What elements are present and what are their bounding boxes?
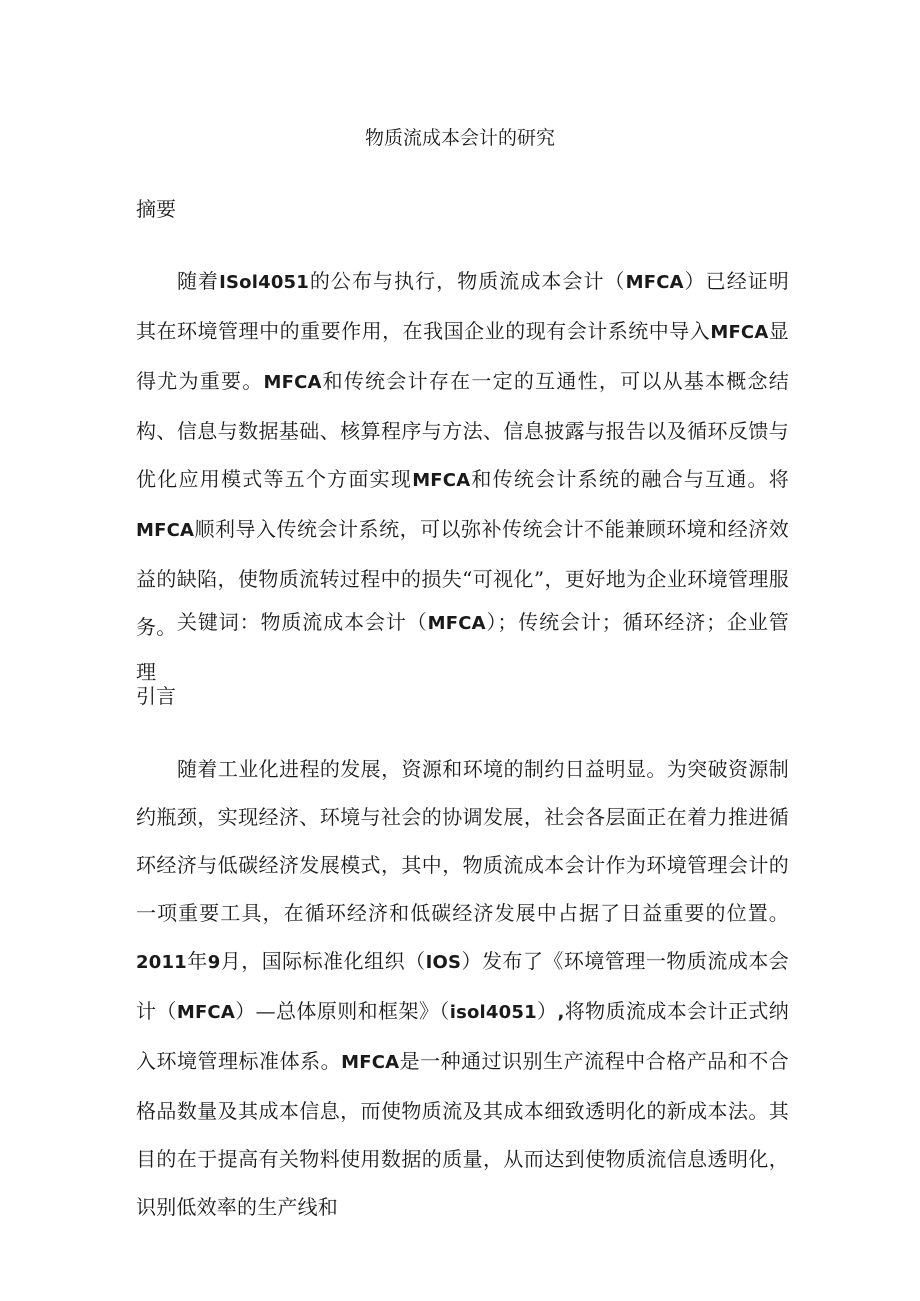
- abstract-heading: 摘要: [136, 197, 176, 221]
- keywords-line: 关键词：物质流成本会计（MFCA）；传统会计；循环经济；企业管理: [136, 610, 790, 684]
- inline-bold-term: 9: [207, 952, 221, 973]
- inline-bold-term: ISol4051: [219, 272, 310, 293]
- abstract-paragraph: 随着ISol4051的公布与执行，物质流成本会计（MFCA）已经证明其在环境管理中的重要作用，在我国企业的现有会计系统中导入MFCA显得尤为重要。MFCA和传统会计存在一定的互通性，可以从基本概念结构、信息与数据基础、核算程序与方法、信息披露与报告以及循环反馈与优化应用模式等五个方面实现MFCA和传统会计系统的融合与互通。将MFCA顺利导入传统会计系统，可以弥补传统会计不能兼顾环境和经济效益的缺陷，使物质流转过程中的损失“可视化”，更好地为企业环境管理服务。: [136, 269, 790, 639]
- inline-bold-term: 2011: [136, 952, 187, 973]
- inline-bold-term: MFCA: [263, 372, 322, 393]
- inline-bold-term: MFCA: [136, 520, 195, 541]
- inline-bold-term: isol4051: [449, 1002, 537, 1023]
- inline-bold-term: MFCA: [427, 613, 486, 634]
- inline-bold-term: ,: [557, 1002, 565, 1023]
- inline-bold-term: MFCA: [412, 470, 471, 491]
- inline-bold-term: MFCA: [710, 322, 769, 343]
- inline-bold-term: MFCA: [625, 272, 684, 293]
- introduction-heading: 引言: [136, 684, 176, 708]
- introduction-paragraph: 随着工业化进程的发展，资源和环境的制约日益明显。为突破资源制约瓶颈，实现经济、环境与社会的协调发展，社会各层面正在着力推进循环经济与低碳经济发展模式，其中，物质流成本会计作为环境管理会计的一项重要工具，在循环经济和低碳经济发展中占据了日益重要的位置。2011年9月，国际标准化组织（IOS）发布了《环境管理一物质流成本会计（MFCA）—总体原则和框架》（isol4051）,将物质流成本会计正式纳入环境管理标准体系。MFCA是一种通过识别生产流程中合格产品和不合格品数量及其成本信息，而使物质流及其成本细致透明化的新成本法。其目的在于提高有关物料使用数据的质量，从而达到使物质流信息透明化，识别低效率的生产线和: [136, 757, 790, 1219]
- inline-bold-term: IOS: [425, 952, 462, 973]
- inline-bold-term: MFCA: [176, 1002, 235, 1023]
- document-title: 物质流成本会计的研究: [364, 127, 555, 149]
- inline-bold-term: MFCA: [341, 1052, 400, 1073]
